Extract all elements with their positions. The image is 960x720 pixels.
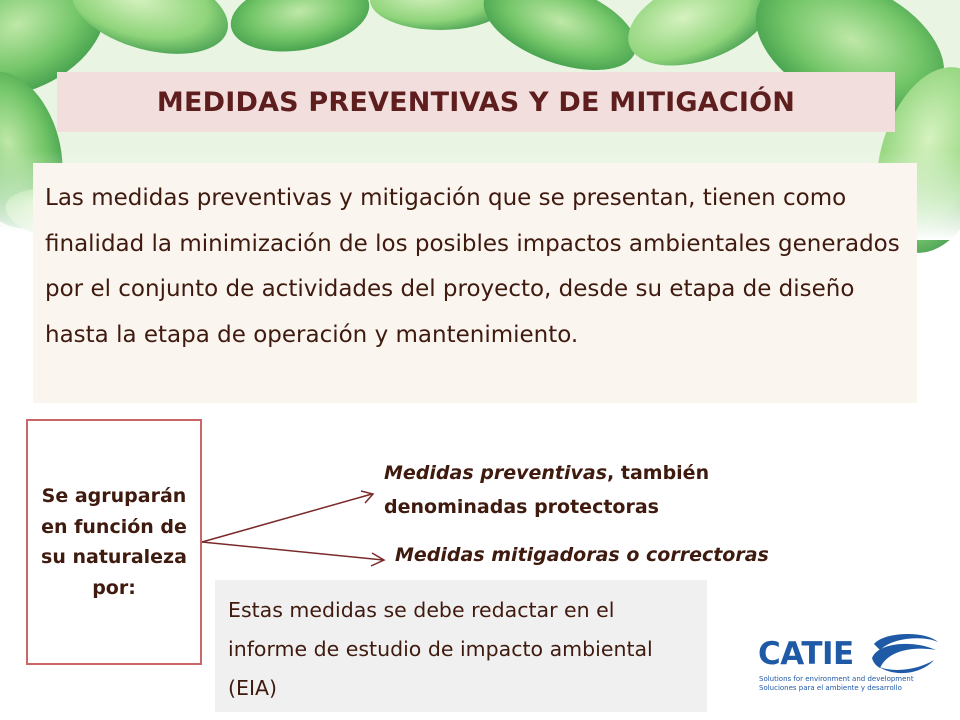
logo-wordmark: CATIE	[758, 636, 854, 672]
catie-logo	[754, 628, 944, 694]
logo-tagline-en: Solutions for environment and development	[759, 675, 914, 683]
slide-title: MEDIDAS PREVENTIVAS Y DE MITIGACIÓN	[156, 86, 796, 118]
item-preventivas-italic: Medidas preventivas	[384, 462, 608, 484]
logo-tagline-es: Soluciones para el ambiente y desarrollo	[759, 684, 902, 692]
note-box: Estas medidas se debe redactar en el informe de estudio de impacto ambiental (EIA)	[215, 580, 707, 712]
arrow-to-mitigadoras	[202, 542, 383, 560]
intro-paragraph: Las medidas preventivas y mitigación que se presentan, tienen como finalidad la minimización de los posibles impactos ambientales generados por el conjunto de actividades del proyecto, desde su etapa de diseño hasta la etapa de operación y mantenimiento.	[33, 163, 917, 403]
arrow-to-preventivas	[202, 494, 372, 542]
grouping-label: Se agruparán en función de su naturaleza por:	[41, 485, 187, 599]
item-preventivas-rest: , también denominadas protectoras	[384, 462, 710, 518]
item-preventivas	[384, 456, 824, 524]
item-mitigadoras: Medidas mitigadoras o correctoras	[395, 544, 769, 566]
